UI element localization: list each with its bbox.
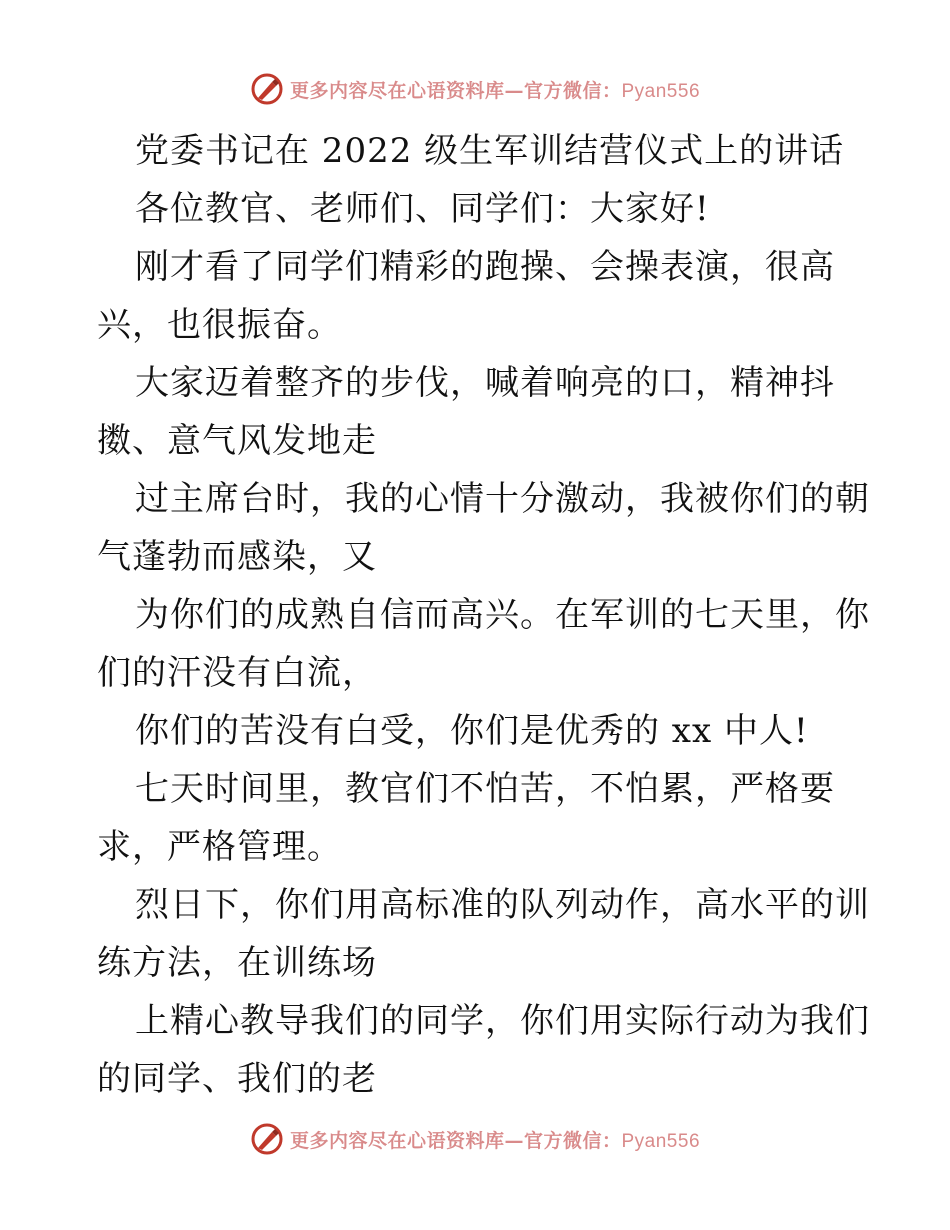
paragraph-line: 兴，也很振奋。 — [97, 305, 342, 345]
paragraph-line: 擞、意气风发地走 — [97, 421, 377, 461]
paragraph-line: 们的汗没有白流， — [97, 653, 377, 693]
watermark-text: 更多内容尽在心语资料库—官方微信：Pyan556 — [289, 79, 701, 102]
footer-watermark — [0, 1122, 950, 1156]
paragraph-line: 七天时间里，教官们不怕苦，不怕累，严格要 — [135, 769, 835, 809]
paragraph-line: 练方法，在训练场 — [97, 943, 377, 983]
paragraph-line: 气蓬勃而感染，又 — [97, 537, 377, 577]
paragraph-line: 刚才看了同学们精彩的跑操、会操表演，很高 — [135, 247, 835, 287]
paragraph-line: 上精心教导我们的同学，你们用实际行动为我们 — [135, 1001, 870, 1041]
greeting-line: 各位教官、老师们、同学们：大家好! — [135, 189, 710, 229]
paragraph-line: 为你们的成熟自信而高兴。在军训的七天里，你 — [135, 595, 870, 635]
paragraph-line: 求，严格管理。 — [97, 827, 342, 867]
pen-logo-icon — [250, 72, 284, 106]
header-watermark — [0, 72, 950, 106]
paragraph-line: 烈日下，你们用高标准的队列动作，高水平的训 — [135, 885, 870, 925]
document-title: 党委书记在 2022 级生军训结营仪式上的讲话 — [135, 131, 845, 171]
paragraph-line: 大家迈着整齐的步伐，喊着响亮的口，精神抖 — [135, 363, 835, 403]
paragraph-line: 你们的苦没有白受，你们是优秀的 xx 中人! — [135, 711, 809, 751]
pen-logo-icon — [250, 1122, 284, 1156]
paragraph-line: 过主席台时，我的心情十分激动，我被你们的朝 — [135, 479, 870, 519]
document-body — [97, 122, 870, 1108]
paragraph-line: 的同学、我们的老 — [97, 1059, 377, 1099]
watermark-text: 更多内容尽在心语资料库—官方微信：Pyan556 — [289, 1129, 701, 1152]
